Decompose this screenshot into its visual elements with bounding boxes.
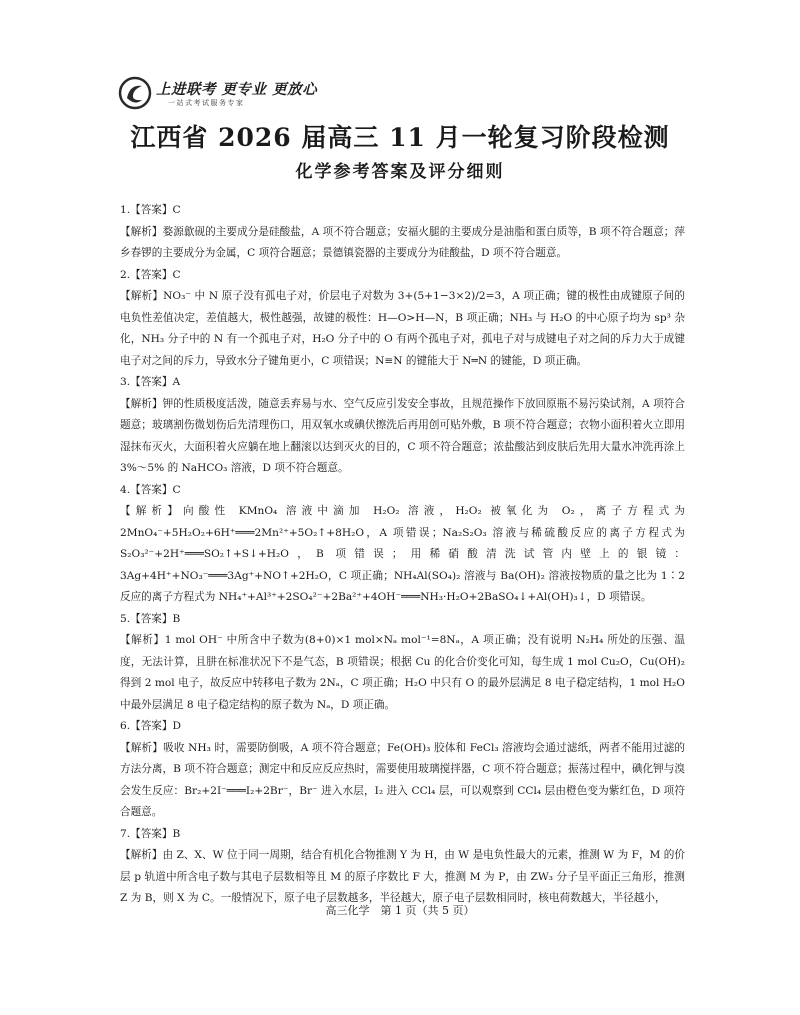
answer-line: 6.【答案】D	[120, 720, 181, 732]
question-1	[120, 200, 685, 265]
page-title: 江西省 2026 届高三 11 月一轮复习阶段检测	[130, 123, 670, 152]
explanation-text: 【解析】NO₃⁻ 中 N 原子没有孤电子对，价层电子对数为 3+(5+1−3×2)/2=3，A 项正确；键的极性由成键原子间的电负性差值决定，差值越大，极性越强，故键的极性：H—O>H—N，B 项正确；NH₃ 与 H₂O 的中心原子均为 sp³ 杂化，NH₃ 分子中的 N 有一个孤电子对，H₂O 分子中的 O 有两个孤电子对，孤电子对与成键电子对之间的斥力大于成键电子对之间的斥力，导致水分子键角更小，C 项错误；N≡N 的键能大于 N═N 的键能，D 项正确。	[120, 290, 685, 367]
answer-line: 7.【答案】B	[120, 827, 181, 840]
explanation-text: 【解析】钾的性质极度活泼，随意丢弃易与水、空气反应引发安全事故，且规范操作下放回原瓶不易污染试剂，A 项符合题意；玻璃割伤微划伤后先清理伤口，用双氧水或碘伏擦洗后再用创可贴外敷，B 项不符合题意；衣物小面积着火立即用湿抹布灭火，大面积着火应躺在地上翻滚以达到灭火的目的，C 项不符合题意；浓盐酸沾到皮肤后先用大量水冲洗再涂上 3%～5% 的 NaHCO₃ 溶液，D 项不符合题意。	[120, 397, 685, 474]
question-6	[120, 716, 685, 824]
brand-name: 上进联考 更专业 更放心	[156, 82, 318, 98]
question-3	[120, 372, 685, 480]
answer-list	[120, 200, 685, 910]
page-subtitle: 化学参考答案及评分细则	[295, 162, 505, 182]
question-4	[120, 480, 685, 609]
explanation-text: 【解析】吸收 NH₃ 时，需要防倒吸，A 项不符合题意；Fe(OH)₃ 胶体和 FeCl₃ 溶液均会通过滤纸，两者不能用过滤的方法分离，B 项不符合题意；测定中和反应反应热时，需要使用玻璃搅拌器，C 项不符合题意；振荡过程中，碘化钾与溴会发生反应：Br₂+2I⁻═══I₂+2Br⁻，Br⁻ 进入水层，I₂ 进入 CCl₄ 层，可以观察到 CCl₄ 层由橙色变为紫红色，D 项符合题意。	[120, 741, 685, 818]
answer-line: 1.【答案】C	[120, 204, 181, 216]
question-5	[120, 609, 685, 717]
explanation-text: 【解析】1 mol OH⁻ 中所含中子数为(8+0)×1 mol×Nₐ mol⁻¹=8Nₐ，A 项正确；没有说明 N₂H₄ 所处的压强、温度，无法计算，且肼在标准状况下不是气态，B 项错误；根据 Cu 的化合价变化可知，每生成 1 mol Cu₂O，Cu(OH)₂ 得到 2 mol 电子，故反应中转移电子数为 2Nₐ，C 项正确；H₂O 中只有 O 的最外层满足 8 电子稳定结构，1 mol H₂O 中最外层满足 8 电子稳定结构的原子数为 Nₐ，D 项正确。	[120, 634, 685, 711]
brand-header	[118, 74, 318, 114]
answer-line: 5.【答案】B	[120, 612, 181, 625]
explanation-text: 【解析】由 Z、X、W 位于同一周期，结合有机化合物推测 Y 为 H，由 W 是电负性最大的元素，推测 W 为 F，M 的价层 p 轨道中所含电子数与其电子层数相等且 M 的原子序数比 F 大，推测 M 为 P，由 ZW₃ 分子呈平面正三角形，推测 Z 为 B，则 X 为 C。一般情况下，原子电子层数越多，半径越大，原子电子层数相同时，核电荷数越大，半径越小，	[120, 849, 685, 904]
answer-line: 4.【答案】C	[120, 483, 181, 496]
explanation-text: 【解析】向酸性 KMnO₄ 溶液中滴加 H₂O₂ 溶液，H₂O₂ 被氧化为 O₂，离子方程式为 2MnO₄⁻+5H₂O₂+6H⁺═══2Mn²⁺+5O₂↑+8H₂O，A 项错误；Na₂S₂O₃ 溶液与稀硫酸反应的离子方程式为 S₂O₃²⁻+2H⁺═══SO₂↑+S↓+H₂O，B 项错误；用稀硝酸清洗试管内壁上的银镜：3Ag+4H⁺+NO₃⁻═══3Ag⁺+NO↑+2H₂O，C 项正确；NH₄Al(SO₄)₂ 溶液与 Ba(OH)₂ 溶液按物质的量之比为 1∶2 反应的离子方程式为 NH₄⁺+Al³⁺+2SO₄²⁻+2Ba²⁺+4OH⁻═══NH₃·H₂O+2BaSO₄↓+Al(OH)₃↓，D 项错误。	[120, 505, 685, 603]
question-7	[120, 824, 685, 910]
question-2	[120, 265, 685, 373]
explanation-text: 【解析】婺源歙砚的主要成分是硅酸盐，A 项不符合题意；安福火腿的主要成分是油脂和蛋白质等，B 项不符合题意；萍乡春锣的主要成分为金属，C 项符合题意；景德镇瓷器的主要成分为硅酸盐，D 项不符合题意。	[120, 225, 685, 259]
answer-line: 3.【答案】A	[120, 376, 181, 388]
page-footer: 高三化学 第 1 页（共 5 页）	[325, 904, 475, 917]
answer-line: 2.【答案】C	[120, 268, 181, 281]
brand-tagline: 一站式考试服务专家	[168, 99, 245, 107]
brand-logo-icon	[118, 76, 152, 110]
